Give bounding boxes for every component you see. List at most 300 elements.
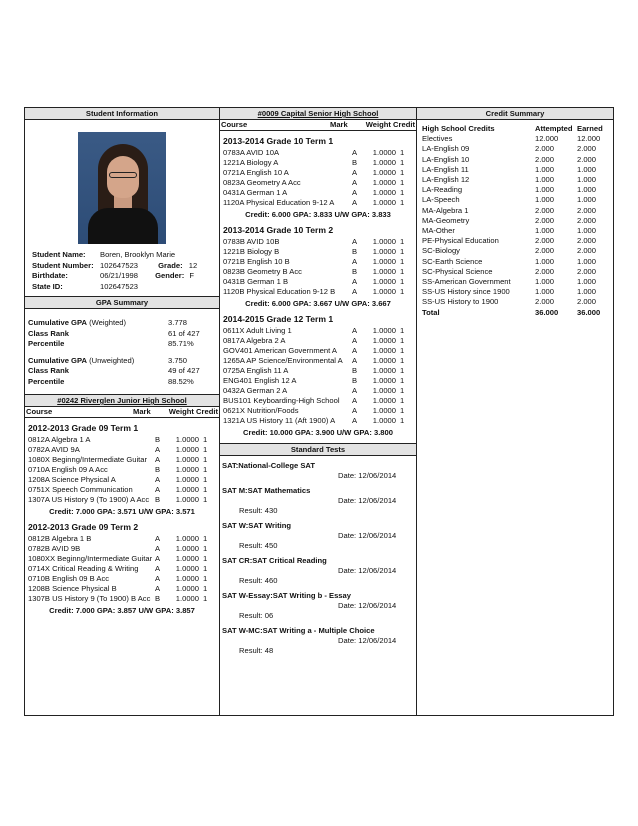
- percentile-unweighted: 88.52%: [168, 376, 194, 386]
- course-weight: 1.0000: [175, 544, 199, 553]
- course-weight: 1.0000: [372, 148, 396, 157]
- course-mark: B: [352, 247, 358, 256]
- credit-row: [422, 216, 607, 226]
- course-weight: 1.0000: [372, 416, 396, 425]
- course-weight: 1.0000: [372, 396, 396, 405]
- course-row: [220, 168, 416, 178]
- credit-row: [422, 195, 607, 205]
- course-mark: A: [155, 534, 161, 543]
- credit-attempted: 2.000: [535, 266, 555, 276]
- course-name: 0714X Critical Reading & Writing: [28, 564, 139, 573]
- course-weight: 1.0000: [175, 435, 199, 444]
- course-weight: 1.0000: [372, 198, 396, 207]
- col-earned: Earned: [577, 124, 603, 133]
- course-row: [220, 416, 416, 426]
- course-name: 0823A Geometry A Acc: [223, 178, 301, 187]
- credit-attempted: 1.000: [535, 185, 555, 195]
- course-mark: B: [155, 465, 161, 474]
- course-weight: 1.0000: [175, 455, 199, 464]
- course-credit: 1: [400, 416, 405, 425]
- grade-value: 12: [188, 260, 198, 270]
- course-name: 1080X Beginng/Intermediate Guitar: [28, 455, 148, 464]
- unweighted-gpa: 3.750: [168, 355, 188, 365]
- school2-terms: [220, 136, 416, 438]
- gpa-summary: [25, 318, 219, 387]
- course-name: 1208A Science Physical A: [28, 475, 116, 484]
- student-number: 102647523: [100, 260, 139, 270]
- course-name: 0725A English 11 A: [223, 366, 289, 375]
- credit-earned: 2.000: [577, 236, 597, 246]
- right-column: [417, 108, 613, 715]
- test-date: Date: 12/06/2014: [338, 636, 397, 645]
- credit-earned: 1.000: [577, 226, 597, 236]
- credit-earned: 2.000: [577, 297, 597, 307]
- credit-earned: 1.000: [577, 277, 597, 287]
- course-name: 0782B AVID 9B: [28, 544, 81, 553]
- course-mark: A: [155, 554, 161, 563]
- course-weight: 1.0000: [175, 465, 199, 474]
- course-mark: A: [352, 346, 358, 355]
- test-date: Date: 12/06/2014: [338, 566, 397, 575]
- credit-earned: 1.000: [577, 287, 597, 297]
- course-credit: 1: [400, 346, 405, 355]
- course-name: 0812A Algebra 1 A: [28, 435, 91, 444]
- col-course: Course: [26, 407, 53, 416]
- left-column: [25, 108, 220, 715]
- course-weight: 1.0000: [372, 376, 396, 385]
- course-mark: A: [155, 564, 161, 573]
- course-mark: A: [352, 406, 358, 415]
- credit-earned: 1.000: [577, 256, 597, 266]
- total-label: Total: [422, 307, 440, 317]
- credit-area: SC-Physical Science: [422, 266, 493, 276]
- course-credit: 1: [203, 485, 208, 494]
- course-row: [220, 277, 416, 287]
- test-result: Result: 450: [239, 541, 278, 550]
- course-name: 0751X Speech Communication: [28, 485, 133, 494]
- credit-attempted: 1.000: [535, 175, 555, 185]
- course-credit: 1: [400, 168, 405, 177]
- course-weight: 1.0000: [372, 168, 396, 177]
- course-credit: 1: [400, 406, 405, 415]
- course-credit: 1: [400, 158, 405, 167]
- credit-earned: 2.000: [577, 215, 597, 225]
- course-row: [25, 475, 219, 485]
- course-weight: 1.0000: [175, 475, 199, 484]
- credit-area: MA-Algebra 1: [422, 205, 469, 215]
- course-credit: 1: [203, 435, 208, 444]
- course-weight: 1.0000: [372, 188, 396, 197]
- credit-attempted: 1.000: [535, 164, 555, 174]
- credit-attempted: 2.000: [535, 236, 555, 246]
- course-credit: 1: [203, 584, 208, 593]
- class-rank-weighted: 61 of 427: [168, 328, 200, 338]
- course-name: 0710A English 09 A Acc: [28, 465, 108, 474]
- course-row: [25, 435, 219, 445]
- birthdate-value: 06/21/1998: [100, 271, 139, 280]
- course-weight: 1.0000: [175, 534, 199, 543]
- test-date: Date: 12/06/2014: [338, 531, 397, 540]
- course-mark: A: [155, 475, 161, 484]
- course-weight: 1.0000: [372, 386, 396, 395]
- course-credit: 1: [203, 465, 208, 474]
- student-number-grade: [100, 261, 219, 272]
- credit-attempted: 1.000: [535, 195, 555, 205]
- standard-tests-header: Standard Tests: [220, 443, 416, 456]
- course-row: [25, 455, 219, 465]
- term-title: 2014-2015 Grade 12 Term 1: [223, 314, 334, 324]
- standard-tests: [220, 461, 416, 656]
- credit-attempted: 2.000: [535, 154, 555, 164]
- term-credit-gpa: Credit: 10.000 GPA: 3.900 U/W GPA: 3.800: [243, 428, 393, 437]
- course-row: [220, 257, 416, 267]
- course-weight: 1.0000: [372, 247, 396, 256]
- course-weight: 1.0000: [175, 485, 199, 494]
- test-date: Date: 12/06/2014: [338, 601, 397, 610]
- course-mark: A: [155, 485, 161, 494]
- term-credit-gpa: Credit: 7.000 GPA: 3.571 U/W GPA: 3.571: [49, 507, 195, 516]
- unweighted-qualifier: (Unweighted): [89, 355, 135, 365]
- course-weight: 1.0000: [175, 574, 199, 583]
- credit-earned: 2.000: [577, 144, 597, 154]
- credit-row: [422, 297, 607, 307]
- course-mark: A: [155, 584, 161, 593]
- school2-column-header: [220, 120, 416, 131]
- course-credit: 1: [400, 178, 405, 187]
- course-name: 1221A Biology A: [223, 158, 279, 167]
- course-weight: 1.0000: [175, 584, 199, 593]
- course-name: 1120B Physical Education 9-12 B: [223, 287, 336, 296]
- credit-attempted: 2.000: [535, 246, 555, 256]
- test-title: SAT W:SAT Writing: [222, 521, 292, 530]
- course-name: 0431A German 1 A: [223, 188, 288, 197]
- term-credit-gpa: Credit: 7.000 GPA: 3.857 U/W GPA: 3.857: [49, 606, 195, 615]
- course-mark: A: [352, 188, 358, 197]
- credit-earned: 2.000: [577, 246, 597, 256]
- credit-area: MA-Other: [422, 226, 455, 236]
- course-credit: 1: [203, 534, 208, 543]
- course-credit: 1: [203, 564, 208, 573]
- credit-attempted: 1.000: [535, 277, 555, 287]
- state-id-value: 102647523: [100, 281, 139, 291]
- credit-area: LA-English 10: [422, 154, 470, 164]
- credit-row: [422, 236, 607, 246]
- credit-summary-column-header: [422, 124, 607, 134]
- course-row: [220, 198, 416, 208]
- credit-area: SS-US History since 1900: [422, 287, 510, 297]
- total-earned: 36.000: [577, 307, 601, 317]
- course-row: [220, 396, 416, 406]
- credit-attempted: 2.000: [535, 297, 555, 307]
- course-mark: A: [352, 257, 358, 266]
- course-credit: 1: [400, 188, 405, 197]
- course-weight: 1.0000: [372, 267, 396, 276]
- course-mark: A: [352, 326, 358, 335]
- course-name: 1307A US History 9 (To 1900) A Acc: [28, 495, 150, 504]
- course-mark: A: [155, 544, 161, 553]
- credit-row: [422, 206, 607, 216]
- course-row: [220, 406, 416, 416]
- course-credit: 1: [203, 495, 208, 504]
- credit-area: MA-Geometry: [422, 215, 470, 225]
- credit-area: LA-Reading: [422, 185, 463, 195]
- credit-attempted: 2.000: [535, 144, 555, 154]
- course-name: 0721B English 10 B: [223, 257, 290, 266]
- credit-row: [422, 287, 607, 297]
- school2-header: [220, 108, 416, 120]
- course-weight: 1.0000: [372, 257, 396, 266]
- credit-area: SC-Earth Science: [422, 256, 483, 266]
- course-mark: A: [352, 356, 358, 365]
- number-label: Student Number:: [32, 260, 94, 270]
- course-row: [220, 148, 416, 158]
- course-credit: 1: [400, 386, 405, 395]
- student-photo: [78, 132, 166, 244]
- course-mark: B: [155, 594, 161, 603]
- term-title: 2013-2014 Grade 10 Term 1: [223, 136, 334, 146]
- credit-row: [422, 267, 607, 277]
- course-mark: A: [352, 148, 358, 157]
- course-mark: B: [155, 495, 161, 504]
- course-name: 0621X Nutrition/Foods: [223, 406, 299, 415]
- credit-row: [422, 185, 607, 195]
- course-name: GOV401 American Government A: [223, 346, 337, 355]
- course-row: [25, 534, 219, 544]
- credit-earned: 1.000: [577, 175, 597, 185]
- term-credit-gpa: Credit: 6.000 GPA: 3.667 U/W GPA: 3.667: [245, 299, 391, 308]
- course-weight: 1.0000: [372, 366, 396, 375]
- gender-label: Gender:: [155, 271, 185, 280]
- course-credit: 1: [400, 396, 405, 405]
- credit-attempted: 2.000: [535, 215, 555, 225]
- name-label: Student Name:: [32, 250, 86, 259]
- course-weight: 1.0000: [175, 594, 199, 603]
- course-mark: B: [352, 158, 358, 167]
- course-row: [25, 554, 219, 564]
- credit-earned: 2.000: [577, 266, 597, 276]
- course-credit: 1: [400, 247, 405, 256]
- term-title: 2012-2013 Grade 09 Term 1: [28, 423, 139, 433]
- course-name: 0812B Algebra 1 B: [28, 534, 92, 543]
- course-credit: 1: [203, 554, 208, 563]
- birthdate-label: Birthdate:: [32, 271, 68, 280]
- credit-earned: 1.000: [577, 185, 597, 195]
- course-weight: 1.0000: [372, 336, 396, 345]
- credit-area: LA-Speech: [422, 195, 460, 205]
- cum-gpa-label: Cumulative GPA: [28, 318, 87, 327]
- course-name: 0823B Geometry B Acc: [223, 267, 302, 276]
- course-name: 0710B English 09 B Acc: [28, 574, 110, 583]
- weighted-gpa: 3.778: [168, 318, 188, 327]
- course-mark: A: [352, 198, 358, 207]
- class-rank-label: Class Rank: [28, 328, 69, 338]
- credit-row: [422, 257, 607, 267]
- course-credit: 1: [203, 574, 208, 583]
- credit-row: [422, 175, 607, 185]
- test-result: Result: 06: [239, 611, 274, 620]
- course-credit: 1: [400, 326, 405, 335]
- course-credit: 1: [400, 356, 405, 365]
- course-mark: A: [352, 336, 358, 345]
- test-date: Date: 12/06/2014: [338, 471, 397, 480]
- test-date: Date: 12/06/2014: [338, 496, 397, 505]
- term-title: 2013-2014 Grade 10 Term 2: [223, 225, 334, 235]
- course-row: [220, 247, 416, 257]
- credit-rows: [422, 134, 607, 307]
- course-name: 0611X Adult Living 1: [223, 326, 292, 335]
- course-mark: A: [352, 237, 358, 246]
- course-row: [220, 356, 416, 366]
- percentile-weighted: 85.71%: [168, 339, 194, 348]
- class-rank-label-2: Class Rank: [28, 366, 69, 375]
- credit-attempted: 1.000: [535, 256, 555, 266]
- course-mark: B: [352, 267, 358, 276]
- course-row: [25, 594, 219, 604]
- test-result: Result: 48: [239, 646, 274, 655]
- col-mark: Mark: [133, 407, 151, 416]
- student-info: [25, 250, 219, 292]
- course-name: 1080XX Beginng/Intermediate Guitar: [28, 554, 153, 563]
- course-name: 0783B AVID 10B: [223, 237, 280, 246]
- school1-column-header: [25, 407, 219, 418]
- course-weight: 1.0000: [372, 237, 396, 246]
- credit-earned: 2.000: [577, 205, 597, 215]
- course-credit: 1: [203, 594, 208, 603]
- col-hs-credits: High School Credits: [422, 124, 495, 133]
- course-credit: 1: [203, 455, 208, 464]
- credit-area: LA-English 12: [422, 175, 470, 185]
- credit-row: [422, 134, 607, 144]
- credit-total-row: [422, 308, 607, 318]
- course-name: 1307B US History 9 (To 1900) B Acc: [28, 594, 151, 603]
- course-name: 0783A AVID 10A: [223, 148, 280, 157]
- credit-earned: 1.000: [577, 164, 597, 174]
- col-mark: Mark: [330, 120, 348, 129]
- course-weight: 1.0000: [175, 564, 199, 573]
- course-mark: A: [352, 416, 358, 425]
- credit-summary: [417, 120, 613, 318]
- course-weight: 1.0000: [372, 178, 396, 187]
- course-name: 0721A English 10 A: [223, 168, 289, 177]
- course-row: [25, 445, 219, 455]
- cum-gpa-label-2: Cumulative GPA: [28, 355, 87, 365]
- credit-area: PE-Physical Education: [422, 236, 499, 246]
- col-attempted: Attempted: [535, 124, 573, 133]
- course-weight: 1.0000: [372, 356, 396, 365]
- course-mark: A: [352, 386, 358, 395]
- credit-area: Electives: [422, 134, 453, 144]
- percentile-label: Percentile: [28, 339, 65, 348]
- credit-area: SC-Biology: [422, 246, 460, 256]
- test-result: Result: 460: [239, 576, 278, 585]
- school1-terms: [25, 423, 219, 616]
- course-row: [220, 188, 416, 198]
- course-row: [220, 326, 416, 336]
- course-name: 0817A Algebra 2 A: [223, 336, 286, 345]
- course-row: [25, 574, 219, 584]
- course-mark: A: [155, 445, 161, 454]
- course-credit: 1: [203, 445, 208, 454]
- course-weight: 1.0000: [175, 554, 199, 563]
- course-credit: 1: [400, 277, 405, 286]
- credit-area: SS-American Government: [422, 277, 511, 287]
- course-row: [220, 237, 416, 247]
- credit-row: [422, 144, 607, 154]
- credit-attempted: 2.000: [535, 205, 555, 215]
- credit-earned: 1.000: [577, 195, 597, 205]
- credit-area: LA-English 11: [422, 164, 469, 174]
- col-weight-credit: Weight Credit: [365, 120, 415, 129]
- test-title: SAT W-MC:SAT Writing a - Multiple Choice: [222, 626, 375, 635]
- school1-name: #0242 Riverglen Junior High School: [57, 396, 187, 405]
- course-name: 1321A US History 11 (Aft 1900) A: [223, 416, 336, 425]
- school2-name: #0009 Capital Senior High School: [257, 109, 379, 118]
- course-weight: 1.0000: [372, 346, 396, 355]
- credit-attempted: 1.000: [535, 287, 555, 297]
- course-credit: 1: [400, 336, 405, 345]
- course-name: 0431B German 1 B: [223, 277, 289, 286]
- term-title: 2012-2013 Grade 09 Term 2: [28, 522, 139, 532]
- course-mark: A: [155, 455, 161, 464]
- course-mark: A: [352, 178, 358, 187]
- transcript-page: [24, 107, 614, 716]
- course-row: [220, 366, 416, 376]
- course-name: ENG401 English 12 A: [223, 376, 297, 385]
- course-credit: 1: [400, 287, 405, 296]
- course-credit: 1: [400, 366, 405, 375]
- total-attempted: 36.000: [535, 307, 559, 317]
- state-id-label: State ID:: [32, 281, 63, 291]
- course-weight: 1.0000: [372, 287, 396, 296]
- credit-earned: 2.000: [577, 154, 597, 164]
- course-mark: B: [352, 376, 358, 385]
- course-credit: 1: [203, 475, 208, 484]
- course-row: [220, 287, 416, 297]
- course-credit: 1: [400, 198, 405, 207]
- student-name: Boren, Brooklyn Marie: [100, 250, 176, 259]
- course-row: [25, 564, 219, 574]
- course-mark: B: [155, 435, 161, 444]
- class-rank-unweighted: 49 of 427: [168, 366, 200, 375]
- school1-header: [25, 394, 219, 407]
- gpa-summary-header: GPA Summary: [25, 296, 219, 309]
- course-mark: B: [352, 366, 358, 375]
- course-weight: 1.0000: [175, 495, 199, 504]
- credit-attempted: 12.000: [535, 134, 559, 144]
- course-name: BUS101 Keyboarding-High School: [223, 396, 340, 405]
- course-name: 0432A German 2 A: [223, 386, 288, 395]
- credit-row: [422, 226, 607, 236]
- course-row: [220, 346, 416, 356]
- credit-row: [422, 165, 607, 175]
- course-credit: 1: [400, 148, 405, 157]
- course-mark: A: [155, 574, 161, 583]
- course-row: [25, 495, 219, 505]
- course-row: [220, 158, 416, 168]
- course-credit: 1: [400, 257, 405, 266]
- test-result: Result: 430: [239, 506, 278, 515]
- course-name: 1120A Physical Education 9-12 A: [223, 198, 335, 207]
- credit-attempted: 1.000: [535, 226, 555, 236]
- col-course: Course: [221, 120, 248, 129]
- course-mark: A: [352, 287, 358, 296]
- course-credit: 1: [203, 544, 208, 553]
- weighted-qualifier: (Weighted): [89, 318, 127, 327]
- test-title: SAT W-Essay:SAT Writing b - Essay: [222, 591, 351, 600]
- middle-column: [220, 108, 417, 715]
- birthdate-gender: [100, 271, 219, 282]
- course-weight: 1.0000: [175, 445, 199, 454]
